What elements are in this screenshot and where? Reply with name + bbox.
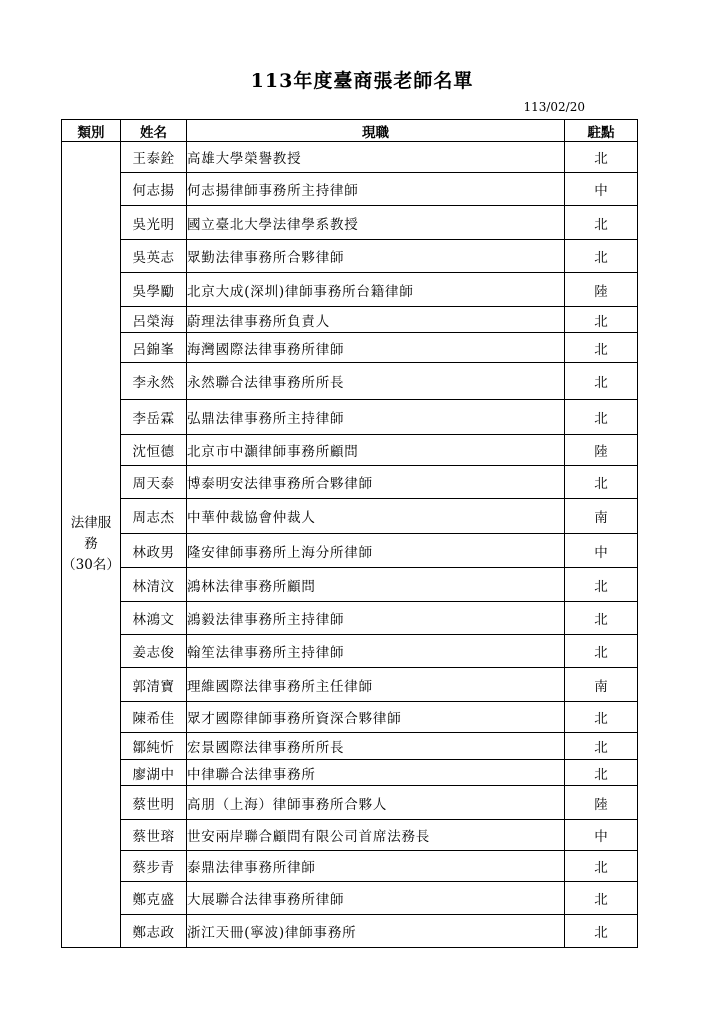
location-cell: 陸 — [565, 273, 638, 307]
name-cell: 姜志俊 — [121, 635, 187, 668]
table-row — [62, 142, 638, 173]
name-cell: 呂錦峯 — [121, 333, 187, 363]
header-location: 駐點 — [565, 120, 638, 142]
name-cell: 沈恒德 — [121, 435, 187, 466]
name-cell: 林鴻文 — [121, 602, 187, 635]
name-cell: 李岳霖 — [121, 400, 187, 435]
table-row — [62, 534, 638, 568]
table-row — [62, 568, 638, 602]
position-cell: 翰笙法律事務所主持律師 — [187, 635, 565, 668]
header-position: 現職 — [187, 120, 565, 142]
location-cell: 北 — [565, 915, 638, 948]
position-cell: 國立臺北大學法律學系教授 — [187, 206, 565, 240]
position-cell: 宏景國際法律事務所所長 — [187, 733, 565, 760]
location-cell: 北 — [565, 142, 638, 173]
table-body — [62, 142, 638, 948]
position-cell: 弘鼎法律事務所主持律師 — [187, 400, 565, 435]
table-row — [62, 602, 638, 635]
location-cell: 北 — [565, 568, 638, 602]
table-row — [62, 915, 638, 948]
position-cell: 鴻毅法律事務所主持律師 — [187, 602, 565, 635]
location-cell: 北 — [565, 733, 638, 760]
name-cell: 李永然 — [121, 363, 187, 400]
location-cell: 陸 — [565, 786, 638, 820]
position-cell: 何志揚律師事務所主持律師 — [187, 173, 565, 206]
location-cell: 北 — [565, 882, 638, 915]
position-cell: 鴻林法律事務所顧問 — [187, 568, 565, 602]
location-cell: 南 — [565, 668, 638, 702]
category-count: （30名） — [62, 557, 120, 573]
name-cell: 郭清寶 — [121, 668, 187, 702]
position-cell: 高雄大學榮譽教授 — [187, 142, 565, 173]
position-cell: 北京大成(深圳)律師事務所台籍律師 — [187, 273, 565, 307]
roster-table — [61, 119, 638, 948]
location-cell: 北 — [565, 333, 638, 363]
name-cell: 吳學勵 — [121, 273, 187, 307]
position-cell: 北京市中灝律師事務所顧問 — [187, 435, 565, 466]
position-cell: 博泰明安法律事務所合夥律師 — [187, 466, 565, 499]
location-cell: 北 — [565, 602, 638, 635]
category-cell — [62, 142, 121, 948]
document-date: 113/02/20 — [523, 100, 585, 114]
position-cell: 蔚理法律事務所負責人 — [187, 307, 565, 333]
name-cell: 吳光明 — [121, 206, 187, 240]
position-cell: 浙江天冊(寧波)律師事務所 — [187, 915, 565, 948]
table-row — [62, 400, 638, 435]
table-row — [62, 733, 638, 760]
name-cell: 蔡步青 — [121, 851, 187, 882]
table-row — [62, 820, 638, 851]
name-cell: 何志揚 — [121, 173, 187, 206]
document-title: 113年度臺商張老師名單 — [250, 70, 474, 92]
table-row — [62, 466, 638, 499]
name-cell: 蔡世瑢 — [121, 820, 187, 851]
location-cell: 北 — [565, 363, 638, 400]
location-cell: 北 — [565, 635, 638, 668]
name-cell: 呂榮海 — [121, 307, 187, 333]
position-cell: 中律聯合法律事務所 — [187, 760, 565, 786]
location-cell: 北 — [565, 206, 638, 240]
name-cell: 王泰銓 — [121, 142, 187, 173]
table-row — [62, 363, 638, 400]
position-cell: 眾才國際律師事務所資深合夥律師 — [187, 702, 565, 733]
name-cell: 林清汶 — [121, 568, 187, 602]
position-cell: 理維國際法律事務所主任律師 — [187, 668, 565, 702]
table-row — [62, 851, 638, 882]
location-cell: 北 — [565, 702, 638, 733]
table-header-row — [62, 120, 638, 142]
table-row — [62, 307, 638, 333]
position-cell: 中華仲裁協會仲裁人 — [187, 499, 565, 534]
table-row — [62, 760, 638, 786]
name-cell: 鄭克盛 — [121, 882, 187, 915]
location-cell: 北 — [565, 307, 638, 333]
table-row — [62, 206, 638, 240]
table-row — [62, 635, 638, 668]
location-cell: 北 — [565, 466, 638, 499]
position-cell: 泰鼎法律事務所律師 — [187, 851, 565, 882]
location-cell: 北 — [565, 400, 638, 435]
table-row — [62, 173, 638, 206]
name-cell: 周天泰 — [121, 466, 187, 499]
position-cell: 大展聯合法律事務所律師 — [187, 882, 565, 915]
category-label: 法律服務 — [70, 515, 112, 552]
table-row — [62, 702, 638, 733]
table-row — [62, 240, 638, 273]
location-cell: 北 — [565, 760, 638, 786]
position-cell: 眾勤法律事務所合夥律師 — [187, 240, 565, 273]
location-cell: 北 — [565, 240, 638, 273]
name-cell: 陳希佳 — [121, 702, 187, 733]
name-cell: 吳英志 — [121, 240, 187, 273]
position-cell: 海灣國際法律事務所律師 — [187, 333, 565, 363]
name-cell: 周志杰 — [121, 499, 187, 534]
position-cell: 高朋（上海）律師事務所合夥人 — [187, 786, 565, 820]
table-row — [62, 333, 638, 363]
name-cell: 鄒純忻 — [121, 733, 187, 760]
position-cell: 永然聯合法律事務所所長 — [187, 363, 565, 400]
position-cell: 世安兩岸聯合顧問有限公司首席法務長 — [187, 820, 565, 851]
name-cell: 鄭志政 — [121, 915, 187, 948]
header-name: 姓名 — [121, 120, 187, 142]
name-cell: 林政男 — [121, 534, 187, 568]
name-cell: 蔡世明 — [121, 786, 187, 820]
location-cell: 南 — [565, 499, 638, 534]
header-category: 類別 — [62, 120, 121, 142]
location-cell: 中 — [565, 820, 638, 851]
table-row — [62, 668, 638, 702]
location-cell: 中 — [565, 173, 638, 206]
location-cell: 陸 — [565, 435, 638, 466]
location-cell: 北 — [565, 851, 638, 882]
position-cell: 隆安律師事務所上海分所律師 — [187, 534, 565, 568]
table-row — [62, 435, 638, 466]
table-row — [62, 882, 638, 915]
table-row — [62, 499, 638, 534]
table-row — [62, 273, 638, 307]
location-cell: 中 — [565, 534, 638, 568]
table-row — [62, 786, 638, 820]
name-cell: 廖湖中 — [121, 760, 187, 786]
